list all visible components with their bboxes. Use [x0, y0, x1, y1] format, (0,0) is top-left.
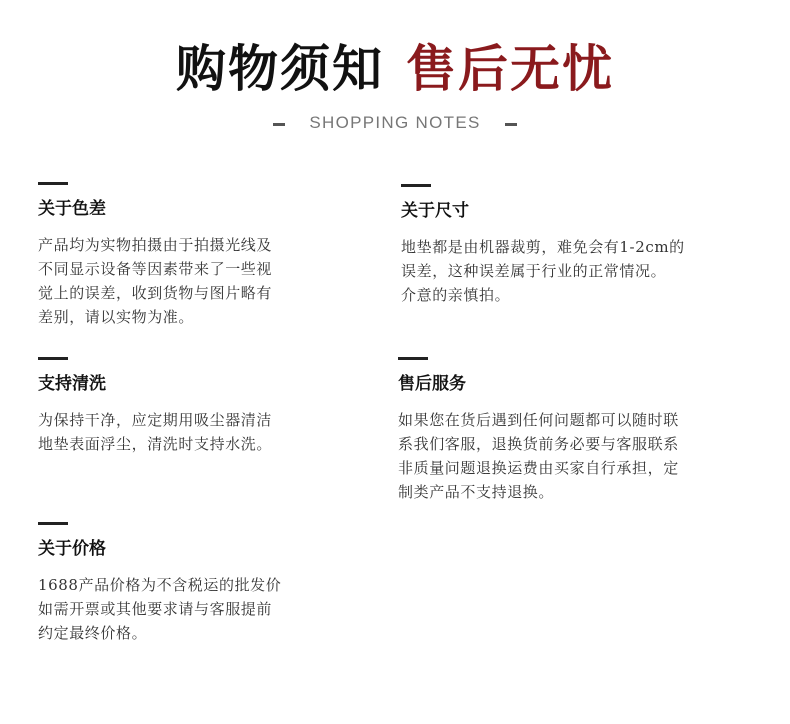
body-line: 产品均为实物拍摄由于拍摄光线及	[38, 236, 273, 254]
section-title: 关于尺寸	[401, 201, 469, 221]
section-title: 关于色差	[38, 199, 106, 219]
body-line: 系我们客服，退换货前务必要与客服联系	[398, 435, 679, 453]
body-line: 介意的亲慎拍。	[401, 286, 511, 304]
section-divider	[401, 184, 431, 187]
section-title: 关于价格	[38, 539, 106, 559]
body-line: 觉上的误差，收到货物与图片略有	[38, 284, 273, 302]
section-body	[38, 573, 378, 645]
section-title: 支持清洗	[38, 374, 106, 394]
body-line: 地垫表面浮尘，清洗时支持水洗。	[38, 435, 273, 453]
body-line: 误差，这种误差属于行业的正常情况。	[401, 262, 667, 280]
page-header	[0, 38, 790, 100]
section-after-sales	[398, 357, 750, 504]
section-body	[398, 408, 750, 504]
section-price	[38, 522, 378, 645]
subtitle-row	[0, 111, 790, 135]
section-color-difference	[38, 182, 378, 329]
body-line: 不同显示设备等因素带来了一些视	[38, 260, 273, 278]
section-body	[401, 235, 753, 307]
body-line: 制类产品不支持退换。	[398, 483, 555, 501]
section-divider	[38, 522, 68, 525]
page-title-accent: 售后无忧	[406, 40, 614, 98]
section-body	[38, 408, 378, 456]
section-divider	[38, 357, 68, 360]
section-cleaning	[38, 357, 378, 456]
page-subtitle: SHOPPING NOTES	[309, 113, 481, 132]
body-line: 非质量问题退换运费由买家自行承担，定	[398, 459, 679, 477]
section-divider	[38, 182, 68, 185]
body-line: 如需开票或其他要求请与客服提前	[38, 600, 273, 618]
body-line: 如果您在货后遇到任何问题都可以随时联	[398, 411, 679, 429]
body-line: 为保持干净，应定期用吸尘器清洁	[38, 411, 273, 429]
section-divider	[398, 357, 428, 360]
section-size	[401, 184, 753, 307]
section-body	[38, 233, 378, 329]
body-line: 约定最终价格。	[38, 624, 148, 642]
subtitle-left-dash	[273, 123, 285, 126]
body-line: 差别，请以实物为准。	[38, 308, 195, 326]
body-line: 1688产品价格为不含税运的批发价	[38, 576, 282, 594]
page-title: 购物须知	[176, 40, 384, 98]
subtitle-right-dash	[505, 123, 517, 126]
body-line: 地垫都是由机器裁剪，难免会有1-2cm的	[401, 238, 685, 256]
section-title: 售后服务	[398, 374, 466, 394]
